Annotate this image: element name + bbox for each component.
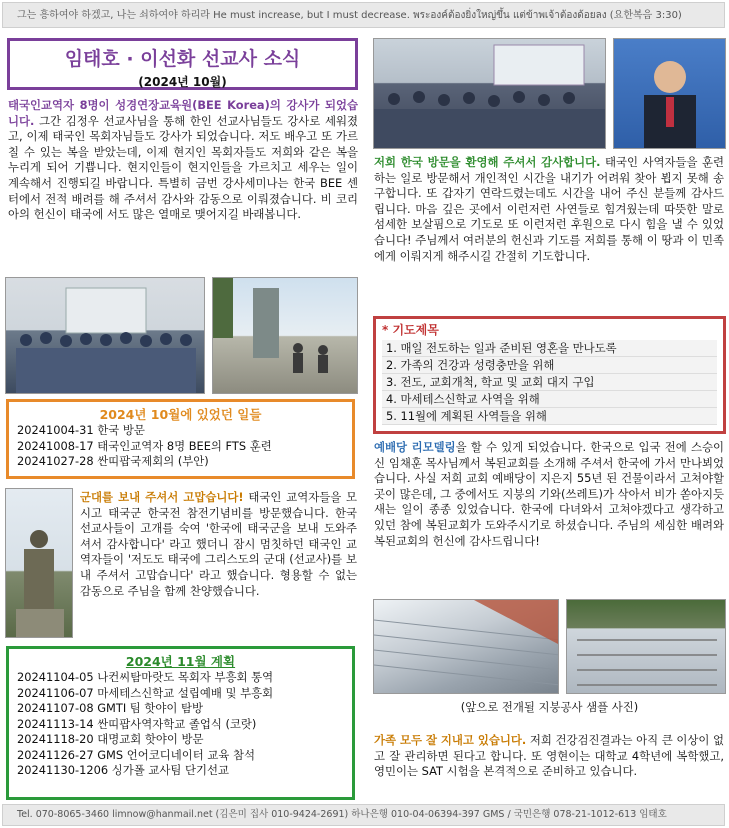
seminar-photo-icon [374, 39, 606, 149]
november-item: 20241118-20 대명교회 핫야이 방문 [17, 732, 204, 746]
newsletter-date: (2024년 10월) [138, 75, 227, 89]
top-verse-banner: 그는 흥하여야 하겠고, 나는 쇠하여야 하리라 He must increase, but I must decrease. พระองค์ต้องยิ่งใหญ่ขึ้น แต่ข้าพเจ้าต้องด้อยลง (요한복음 3:30) [2, 2, 725, 28]
november-item: 20241130-1206 싱가폴 교사팀 단기선교 [17, 763, 229, 777]
speaker-icon [614, 39, 726, 149]
family-headline: 가족 모두 잘 지내고 있습니다. [374, 733, 527, 747]
memorial-bow-photo [212, 277, 358, 394]
november-heading: 2024년 11월 계획 [125, 654, 236, 669]
prayer-item: 1. 매일 전도하는 일과 준비된 영혼을 만나도록 [382, 340, 717, 357]
prayer-requests-box [373, 316, 726, 434]
memorial-photo-icon [213, 278, 358, 394]
speaker-photo [613, 38, 726, 149]
remodeling-headline: 예배당 리모델링 [374, 440, 456, 454]
prayer-item: 4. 마세테스신학교 사역을 위해 [382, 391, 717, 408]
october-heading: 2024년 10월에 있었던 일들 [99, 407, 262, 422]
family-body: 저희 건강검진결과는 아직 큰 이상이 없고 잘 관리하면 된다고 합니다. 또 영현이는 대학교 4학년에 복학했고, 영민이는 SAT 시험을 본격적으로 준비하고 있습니다. [374, 733, 725, 779]
newsletter-title-box [7, 38, 358, 90]
bee-headline: 태국인교역자 8명이 성경연장교육원(BEE Korea)의 강사가 되었습니다. [8, 98, 358, 128]
roof-icon [374, 600, 559, 694]
october-events-box [6, 399, 355, 479]
bee-body: 그간 김정우 선교사님을 통해 한인 선교사님들도 강사로 세워졌고, 이제 태국인 목회자님들도 강사가 되었습니다. 저도 배우고 또 가르칠 수 있는 복을 받았는데, 이제 현지인 목회자들도 저희와 같은 복을 누리게 되어 기쁩니다. 현지인들이 현지인들을 가르치고 세우는 일이 계속해서 진행되길 바랍니다. 특별히 금번 강사세미나는 한국 BEE 센터에서 전적 배려를 해 주셔서 감사와 감동으로 이뤄졌습니다. 비 코리아의 헌신이 태국에 서도 많은 열매로 맺어지길 바래봅니다. [8, 113, 358, 222]
seminar-room-photo [373, 38, 606, 149]
november-item: 20241107-08 GMTI 팀 핫야이 탐방 [17, 701, 204, 715]
memorial-article [80, 490, 357, 599]
remodeling-body: 을 할 수 있게 되었습니다. 한국으로 입국 전에 스승이신 임채훈 목사님께서 복된교회를 소개해 주셔서 한국에 가서 만나뵈었습니다. 사실 저희 교회 예배당이 지은지 55년 된 건물이라서 고쳐야할 곳이 많은데, 그 중에서도 지붕의 기와(쓰레트)가 삭아서 비가 쏟아지듯 새는 일이 종종 있었습니다. 한국에 다녀와서 고쳐야겠다고 생각하고 있던 참에 복된교회가 도와주시기로 하셨습니다. 주님의 세심한 배려와 복된교회의 헌신에 감사드립니다! [374, 440, 724, 548]
newsletter-title: 임태호 · 이선화 선교사 소식 [64, 48, 301, 70]
korea-visit-body: 태국인 사역자들을 훈련하는 일로 방문해서 개인적인 시간을 내기가 어려워 찾아 뵙지 못해 송구합니다. 또 갑자기 연락드렸는데도 시간을 내어 주신 분들께 감사드립니다. 마음 깊은 곳에서 이런저런 사연들로 힘겨웠는데 따뜻한 말로 섬세한 보살핌으로 기도로 또 이런저런 후원으로 다시 힘을 낼 수 있었습니다! 주님께서 여러분의 헌신과 기도를 저희를 통해 이 땅과 이 민족에게 이뤄지게 해주시길 간절히 기도합니다. [374, 155, 724, 263]
prayer-item: 3. 전도, 교회개척, 학교 및 교회 대지 구입 [382, 374, 717, 391]
roof-frame-icon [567, 600, 726, 694]
family-article [374, 733, 724, 780]
memorial-headline: 군대를 보내 주셔서 고맙습니다! [80, 490, 244, 504]
october-item: 20241027-28 싼띠팝국제회의 (부안) [17, 454, 209, 468]
prayer-heading: * 기도제목 [382, 323, 439, 337]
prayer-item: 5. 11월에 계획된 사역들을 위해 [382, 408, 717, 425]
bee-article [8, 98, 358, 223]
remodeling-article [374, 440, 724, 549]
november-plan-box [6, 646, 355, 800]
prayer-list [382, 340, 717, 425]
roof-sample-photo-left [373, 599, 559, 694]
statue-icon [6, 489, 73, 638]
korea-visit-article [374, 155, 724, 264]
october-item: 20241004-31 한국 방문 [17, 423, 145, 437]
group-photo-icon [6, 278, 205, 394]
november-item: 20241126-27 GMS 언어코디네이터 교육 참석 [17, 747, 255, 762]
november-list [17, 670, 352, 779]
prayer-item: 2. 가족의 건강과 성령충만을 위해 [382, 357, 717, 374]
memorial-body: 태국인 교역자들을 모시고 태국군 한국전 참전기념비를 방문했습니다. 한국 선교사들이 고개를 숙여 '한국에 태국군을 보내 도와주셔서 감사합니다' 라고 했더니 잠시 멈칫하던 태국인 교역자들이 '저도도 태국에 그리스도의 군대 (선교사)를 보내 주셔서 고맙습니다' 라고 했습니다. 형용할 수 없는 감동으로 주님을 함께 찬양했습니다. [80, 490, 357, 598]
november-item: 20241104-05 나컨씨탐마랏도 목회자 부흥회 통역 [17, 670, 274, 684]
october-item: 20241008-17 태국인교역자 8명 BEE의 FTS 훈련 [17, 438, 272, 453]
roof-sample-photo-right [566, 599, 726, 694]
war-memorial-statue-photo [5, 488, 73, 638]
roof-photo-caption: (앞으로 전개될 지붕공사 샘플 사진) [460, 700, 639, 714]
november-item: 20241106-07 마세테스신학교 설립예배 및 부흥회 [17, 685, 274, 700]
october-list [17, 423, 352, 470]
november-item: 20241113-14 싼띠팝사역자학교 졸업식 (코랏) [17, 716, 257, 731]
contact-footer: Tel. 070-8065-3460 limnow@hanmail.net (김은미 집사 010-9424-2691) 하나은행 010-04-06394-397 GMS / 국민은행 078-21-1012-613 임태호 [2, 804, 725, 826]
bee-group-photo [5, 277, 205, 394]
korea-visit-headline: 저희 한국 방문을 환영해 주셔서 감사합니다. [374, 155, 601, 169]
